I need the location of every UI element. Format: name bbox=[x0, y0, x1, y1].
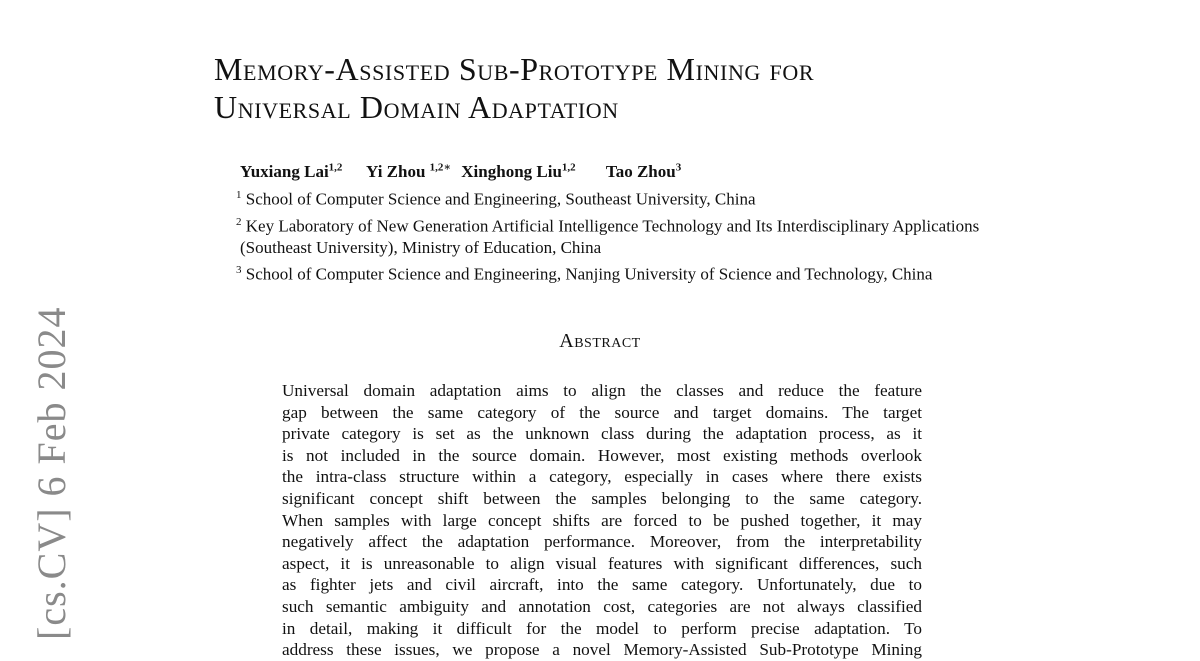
author-affil-mark: 3 bbox=[675, 161, 682, 173]
abstract-line: such semantic ambiguity and annotation cost, categories are not always classified bbox=[282, 596, 922, 616]
abstract-body bbox=[282, 380, 922, 661]
affiliation-text: School of Computer Science and Engineering, Southeast University, China bbox=[241, 189, 756, 209]
abstract-line: address these issues, we propose a novel Memory-Assisted Sub-Prototype Mining bbox=[282, 640, 922, 660]
author-name: Xinghong Liu bbox=[461, 161, 562, 181]
author bbox=[606, 162, 681, 181]
abstract-line: in detail, making it difficult for the model to perform precise adaptation. To bbox=[282, 618, 922, 638]
abstract-line: the intra-class structure within a category, especially in cases where there exists bbox=[282, 467, 922, 487]
author-name: Yuxiang Lai bbox=[240, 161, 329, 181]
abstract-line: as fighter jets and civil aircraft, into the same category. Unfortunately, due to bbox=[282, 575, 922, 595]
abstract-line: Universal domain adaptation aims to align the classes and reduce the feature bbox=[282, 381, 922, 400]
author bbox=[461, 162, 575, 181]
title-line-2: Universal Domain Adaptation bbox=[214, 89, 619, 125]
abstract-line: gap between the same category of the source and target domains. The target bbox=[282, 402, 922, 422]
arxiv-stamp: [cs.CV] 6 Feb 2024 bbox=[29, 306, 74, 640]
author bbox=[366, 162, 451, 181]
author-name: Yi Zhou bbox=[366, 161, 430, 181]
author bbox=[240, 162, 342, 181]
affiliation bbox=[236, 184, 1136, 211]
affiliation-text: (Southeast University), Ministry of Education, China bbox=[240, 238, 602, 258]
affiliation bbox=[236, 259, 1136, 286]
author-list bbox=[240, 160, 701, 182]
author-affil-mark: 1,2∗ bbox=[429, 161, 452, 173]
author-affil-mark: 1,2 bbox=[328, 161, 343, 173]
affiliation-mark: 3 bbox=[236, 264, 242, 277]
affiliation-continuation bbox=[236, 237, 1136, 259]
author-affil-mark: 1,2 bbox=[561, 161, 576, 173]
abstract-line: significant concept shift between the samples belonging to the same category. bbox=[282, 488, 922, 508]
affiliation-text: School of Computer Science and Engineering, Nanjing University of Science and Technology, China bbox=[241, 264, 933, 284]
abstract-line: is not included in the source domain. However, most existing methods overlook bbox=[282, 445, 922, 465]
affiliation-mark: 1 bbox=[236, 189, 242, 201]
abstract-line: negatively affect the adaptation performance. Moreover, from the interpretability bbox=[282, 532, 922, 552]
abstract-line: private category is set as the unknown class during the adaptation process, as it bbox=[282, 424, 922, 444]
abstract-line: aspect, it is unreasonable to align visual features with significant differences, such bbox=[282, 553, 922, 573]
paper-title bbox=[214, 50, 1114, 126]
affiliation bbox=[236, 211, 1136, 238]
author-name: Tao Zhou bbox=[605, 161, 676, 181]
abstract-line: When samples with large concept shifts are forced to be pushed together, it may bbox=[282, 510, 922, 530]
abstract-heading: Abstract bbox=[559, 330, 641, 352]
affiliation-mark: 2 bbox=[236, 215, 242, 228]
title-line-1: Memory-Assisted Sub-Prototype Mining for bbox=[214, 51, 815, 87]
affiliation-text: Key Laboratory of New Generation Artificial Intelligence Technology and Its Interdisciplinary Applications bbox=[241, 216, 980, 236]
affiliation-list bbox=[236, 184, 1136, 286]
